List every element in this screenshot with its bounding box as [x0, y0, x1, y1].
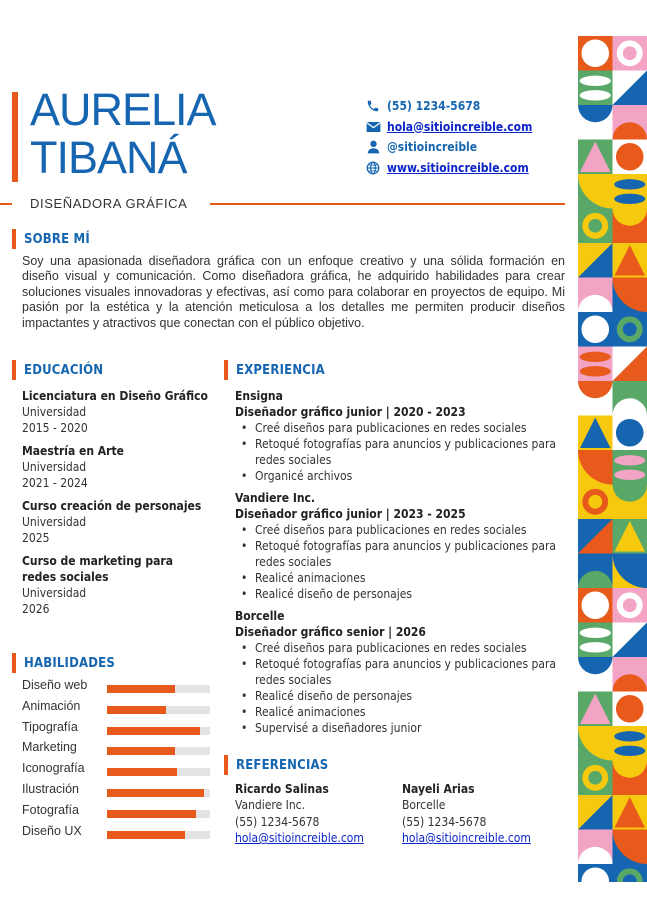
references-list [235, 781, 569, 847]
mosaic-lens [614, 731, 645, 741]
globe-icon [365, 160, 381, 176]
job-bullet: • Realicé animaciones [241, 570, 561, 586]
mosaic-lens [580, 76, 611, 86]
skill-row [22, 803, 217, 824]
education-heading-label: EDUCACIÓN [24, 362, 104, 378]
education-years: 2025 [22, 531, 50, 545]
skill-track [107, 727, 210, 735]
skill-track [107, 831, 210, 839]
skills-heading-label: HABILIDADES [24, 655, 115, 671]
skill-level-bar [107, 810, 196, 818]
skill-level-bar [107, 727, 200, 735]
job-bullet: • Realicé animaciones [241, 704, 561, 720]
mosaic-ring-hole [623, 322, 637, 336]
skill-level-bar [107, 768, 177, 776]
education-institution: Universidad [22, 515, 87, 529]
job-bullet: • Organicé archivos [241, 468, 561, 484]
mosaic-circle [581, 315, 609, 343]
heading-accent-bar [12, 360, 16, 380]
reference-name: Nayeli Arias [402, 782, 475, 796]
skill-row [22, 782, 217, 803]
job-bullet: • Retoqué fotografías para anuncios y publicaciones para redes sociales [241, 436, 561, 468]
education-years: 2026 [22, 602, 50, 616]
skill-label: Diseño UX [22, 823, 82, 838]
reference-company: Vandiere Inc. [235, 798, 306, 813]
job-bullet: • Creé diseños para publicaciones en redes sociales [241, 640, 561, 656]
job-bullet: • Retoqué fotografías para anuncios y publicaciones para redes sociales [241, 538, 561, 570]
skill-track [107, 789, 210, 797]
education-institution: Universidad [22, 586, 87, 600]
experience-heading [224, 360, 325, 380]
skill-label: Fotografía [22, 802, 79, 817]
skill-label: Ilustración [22, 781, 79, 796]
mosaic-ring-hole [588, 219, 602, 233]
education-years: 2021 - 2024 [22, 476, 88, 490]
skills-list [22, 678, 217, 844]
contact-web [365, 158, 532, 179]
education-degree: Maestría en Arte [22, 444, 124, 458]
education-degree: Licenciatura en Diseño Gráfico [22, 389, 208, 403]
mosaic-circle [581, 39, 609, 67]
job-company: Borcelle [235, 609, 285, 623]
job-title: DISEÑADORA GRÁFICA [30, 196, 188, 211]
name-last: TIBANÁ [30, 132, 187, 183]
job-role: Diseñador gráfico junior | 2020 - 2023 [235, 405, 466, 419]
mosaic-lens [580, 366, 611, 376]
contact-social-text: @sitioincreible [387, 140, 478, 155]
heading-accent-bar [224, 755, 228, 775]
decorative-mosaic-strip [578, 36, 647, 882]
skill-track [107, 747, 210, 755]
about-heading-label: SOBRE MÍ [24, 231, 90, 247]
mosaic-ring-hole [588, 771, 602, 785]
education-institution: Universidad [22, 405, 87, 419]
job-bullet: • Creé diseños para publicaciones en redes sociales [241, 420, 561, 436]
skill-row [22, 824, 217, 845]
name-first: AURELIA [30, 84, 216, 135]
heading-accent-bar [12, 653, 16, 673]
mosaic-circle [616, 695, 644, 723]
skill-row [22, 678, 217, 699]
education-degree: Curso de marketing para redes sociales [22, 554, 174, 584]
job-company: Vandiere Inc. [235, 491, 316, 505]
reference-name: Ricardo Salinas [235, 782, 329, 796]
contact-phone [365, 96, 532, 117]
about-text: Soy una apasionada diseñadora gráfica con un enfoque creativo y una sólida formación en diseño visual y comunicación. Como diseñadora gráfica, he adquirido habilidades para crear soluciones visuales innovadoras y efectivas, así como para colaborar en proyectos de equipo. Mi pasión por la estética y la atención meticulosa a los detalles me permiten producir diseños impactantes y atractivos que conectan con el público objetivo. [22, 254, 565, 330]
reference-email-link[interactable]: hola@sitioincreible.com [235, 831, 364, 846]
about-heading [12, 229, 90, 249]
job-role: Diseñador gráfico senior | 2026 [235, 625, 426, 639]
skill-level-bar [107, 685, 175, 693]
references-heading [224, 755, 328, 775]
skill-row [22, 699, 217, 720]
mosaic-ring-hole [588, 495, 602, 509]
job-bullet: • Realicé diseño de personajes [241, 688, 561, 704]
reference-company: Borcelle [402, 798, 446, 813]
education-item [22, 553, 212, 617]
skill-row [22, 761, 217, 782]
job-role: Diseñador gráfico junior | 2023 - 2025 [235, 507, 466, 521]
phone-icon [365, 98, 381, 114]
skill-track [107, 706, 210, 714]
job-company: Ensigna [235, 389, 283, 403]
skill-track [107, 685, 210, 693]
job-entry [235, 490, 565, 602]
mosaic-lens [580, 642, 611, 652]
mosaic-lens [580, 628, 611, 638]
mosaic-lens [580, 90, 611, 100]
skill-label: Tipografía [22, 719, 78, 734]
experience-heading-label: EXPERIENCIA [236, 362, 325, 378]
skill-row [22, 720, 217, 741]
mosaic-circle [616, 143, 644, 171]
skill-label: Animación [22, 698, 81, 713]
heading-accent-bar [224, 360, 228, 380]
references-heading-label: REFERENCIAS [236, 757, 329, 773]
title-rule-left [0, 203, 12, 205]
mosaic-ring-hole [623, 46, 637, 60]
job-entry [235, 608, 565, 736]
mosaic-lens [614, 470, 645, 480]
user-icon [365, 139, 381, 155]
skill-track [107, 768, 210, 776]
education-item [22, 443, 212, 491]
reference-email-link[interactable]: hola@sitioincreible.com [402, 831, 531, 846]
contact-web-link[interactable]: www.sitioincreible.com [387, 160, 529, 175]
job-bullets [235, 420, 565, 484]
title-rule-right [210, 203, 565, 205]
education-heading [12, 360, 103, 380]
job-entry [235, 388, 565, 484]
mosaic-circle [616, 419, 644, 447]
skill-level-bar [107, 706, 166, 714]
skill-level-bar [107, 789, 204, 797]
name-accent-bar [12, 92, 18, 182]
mosaic-lens [614, 455, 645, 465]
mosaic-lens [614, 746, 645, 756]
mosaic-lens [614, 194, 645, 204]
skill-label: Iconografía [22, 761, 85, 776]
reference-phone: (55) 1234-5678 [235, 814, 320, 829]
candidate-name [30, 86, 216, 182]
mosaic-lens [580, 352, 611, 362]
mosaic-ring-hole [623, 598, 637, 612]
contact-email [365, 117, 532, 138]
contact-phone-text: (55) 1234-5678 [387, 99, 481, 114]
reference-card [402, 781, 569, 847]
reference-phone: (55) 1234-5678 [402, 814, 487, 829]
skill-label: Marketing [22, 740, 77, 755]
education-item [22, 498, 212, 546]
skill-row [22, 740, 217, 761]
contact-social [365, 137, 532, 158]
job-bullet: • Creé diseños para publicaciones en redes sociales [241, 522, 561, 538]
skill-level-bar [107, 831, 185, 839]
contact-email-link[interactable]: hola@sitioincreible.com [387, 119, 533, 134]
skill-label: Diseño web [22, 678, 88, 692]
job-bullet: • Retoqué fotografías para anuncios y publicaciones para redes sociales [241, 656, 561, 688]
job-bullet: • Supervisé a diseñadores junior [241, 720, 561, 736]
education-degree: Curso creación de personajes [22, 499, 202, 513]
education-list [22, 388, 212, 624]
experience-list [235, 388, 565, 742]
skill-track [107, 810, 210, 818]
skills-heading [12, 653, 115, 673]
skill-level-bar [107, 747, 175, 755]
mosaic-lens [614, 179, 645, 189]
job-bullets [235, 522, 565, 602]
contact-list [365, 96, 532, 178]
reference-card [235, 781, 402, 847]
heading-accent-bar [12, 229, 16, 249]
education-years: 2015 - 2020 [22, 421, 88, 435]
mail-icon [365, 119, 381, 135]
mosaic-circle [581, 591, 609, 619]
job-bullet: • Realicé diseño de personajes [241, 586, 561, 602]
education-item [22, 388, 212, 436]
job-bullets [235, 640, 565, 736]
education-institution: Universidad [22, 460, 87, 474]
